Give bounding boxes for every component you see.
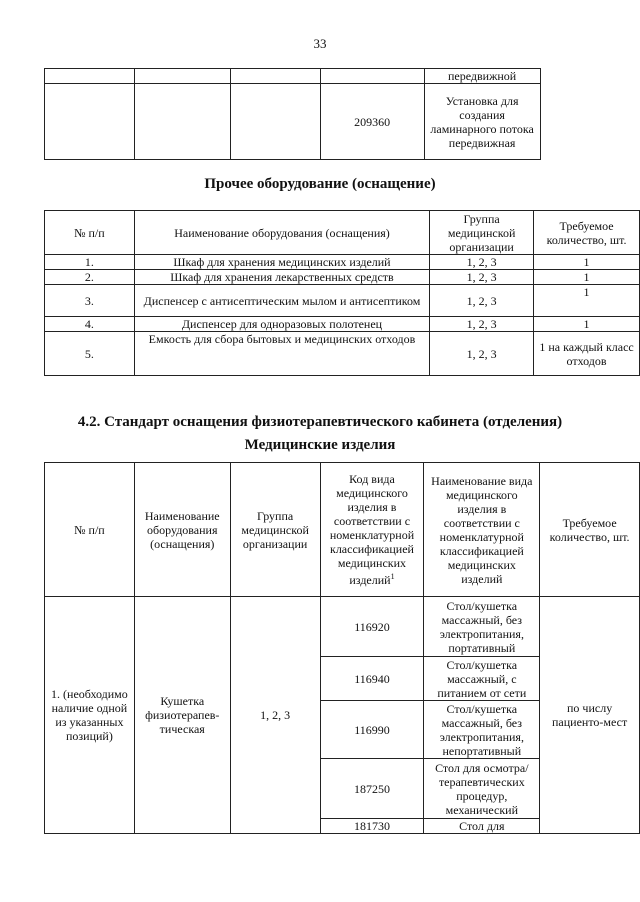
row-name: Шкаф для хранения медицинских изделий [134,255,429,270]
row-name: Шкаф для хранения лекарственных средств [134,270,429,285]
row-group: 1, 2, 3 [430,255,534,270]
cell-name: передвижной [424,69,540,84]
cell-empty [540,84,640,160]
other-equipment-table [44,210,640,376]
header-group: Группа медицинской организации [430,211,534,255]
row-num: 3. [45,285,135,317]
row-group: 1, 2, 3 [430,285,534,317]
cell-empty [540,69,640,84]
header-group: Группа медицинской организации [230,463,320,597]
row-kind: Стол/кушетка массажный, без электропитания, портативный [424,597,540,657]
row-qty: 1 [534,317,640,332]
row-num: 1. [45,255,135,270]
header-name: Наименование оборудования (оснащения) [134,211,429,255]
row-kind: Стол для [424,819,540,834]
row-qty: 1 на каждый класс отходов [534,332,640,376]
row-kind: Стол/кушетка массажный, без электропитания, непортативный [424,701,540,759]
header-num: № п/п [45,211,135,255]
row-qty: по числу пациенто-мест [540,597,640,834]
header-qty: Требуемое количество, шт. [534,211,640,255]
cell-empty [134,69,230,84]
table-row [45,270,640,285]
header-code-text: Код вида медицинского изделия в соответствии с номенклатурной классификацией медицинских изделий [329,472,415,587]
row-num: 1. (необходимо наличие одной из указанных позиций) [45,597,135,834]
row-qty: 1 [534,270,640,285]
row-kind: Стол для осмотра/ терапевтических процедур, механический [424,759,540,819]
cell-code: 209360 [320,84,424,160]
row-code: 187250 [320,759,424,819]
footnote-marker: 1 [390,572,395,581]
row-num: 2. [45,270,135,285]
row-num: 5. [45,332,135,376]
row-equipment: Кушетка физиотерапев-тическая [134,597,230,834]
continuation-table [44,68,640,160]
table-row [45,285,640,317]
row-code: 181730 [320,819,424,834]
cell-empty [230,69,320,84]
medical-devices-table [44,462,640,834]
page-number: 33 [313,36,327,51]
row-group: 1, 2, 3 [230,597,320,834]
row-group: 1, 2, 3 [430,332,534,376]
row-kind: Стол/кушетка массажный, с питанием от сети [424,657,540,701]
row-qty: 1 [534,255,640,270]
row-name: Диспенсер для одноразовых полотенец [134,317,429,332]
row-group: 1, 2, 3 [430,270,534,285]
cell-name: Установка для создания ламинарного потока передвижная [424,84,540,160]
table-row [45,317,640,332]
cell-empty [45,69,135,84]
table-row [45,255,640,270]
header-equipment: Наименование оборудования (оснащения) [134,463,230,597]
row-qty: 1 [534,285,640,317]
section-title-other-equipment: Прочее оборудование (оснащение) [204,176,436,192]
row-name: Диспенсер с антисептическим мылом и антисептиком [134,285,429,317]
row-code: 116920 [320,597,424,657]
cell-empty [320,69,424,84]
cell-empty [45,84,135,160]
row-group: 1, 2, 3 [430,317,534,332]
section-subtitle-medical-devices: Медицинские изделия [244,437,396,453]
table-row [45,597,640,657]
section-title-standard: 4.2. Стандарт оснащения физиотерапевтического кабинета (отделения) [77,414,563,430]
row-name: Емкость для сбора бытовых и медицинских отходов [134,332,429,376]
row-code: 116990 [320,701,424,759]
header-code [320,463,424,597]
header-qty: Требуемое количество, шт. [540,463,640,597]
header-num: № п/п [45,463,135,597]
header-kind: Наименование вида медицинского изделия в соответствии с номенклатурной классификацией медицинских изделий [424,463,540,597]
cell-empty [230,84,320,160]
cell-empty [134,84,230,160]
row-num: 4. [45,317,135,332]
table-row [45,332,640,376]
row-code: 116940 [320,657,424,701]
